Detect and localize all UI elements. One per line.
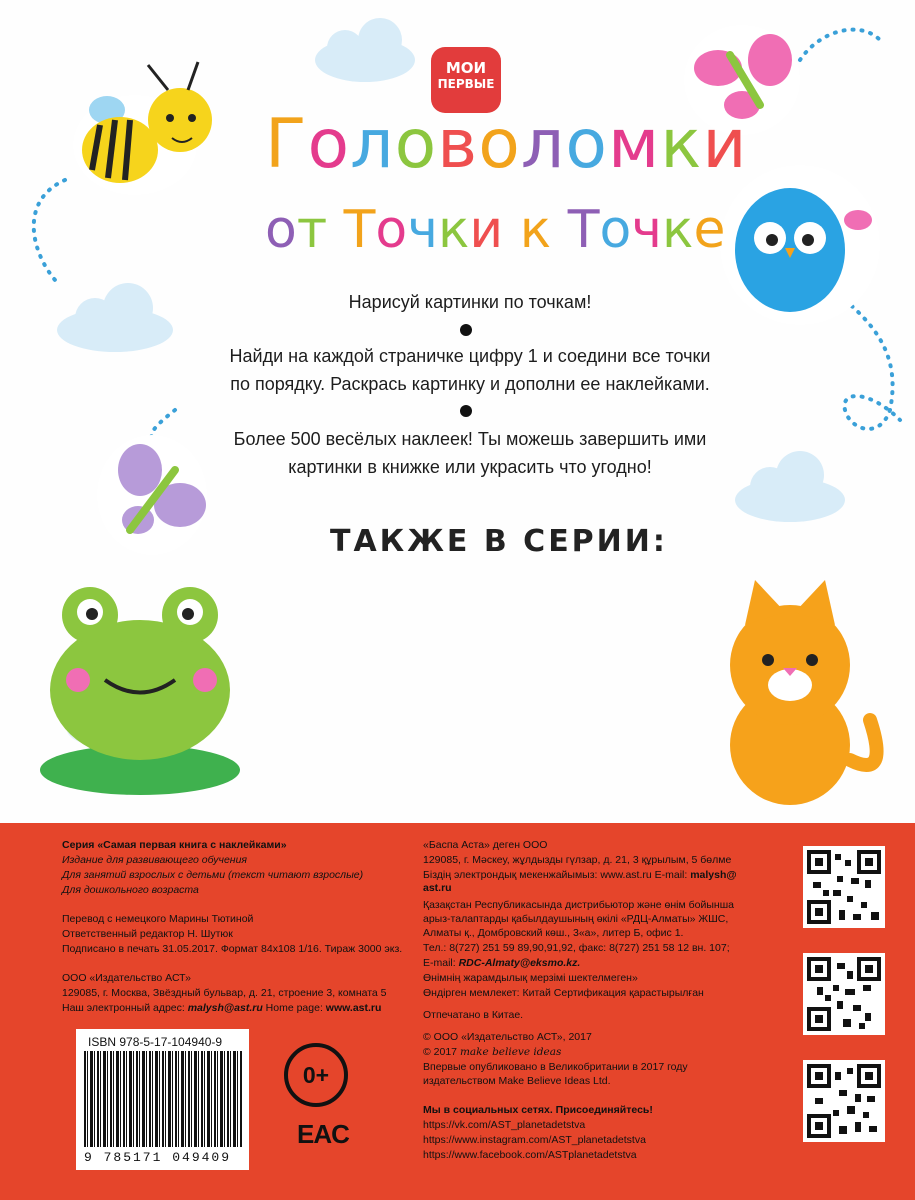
first-published: Впервые опубликовано в Великобритании в 2017 году <box>423 1061 688 1073</box>
intro-p3-l2: картинки в книжке или украсить что угодно! <box>288 457 652 477</box>
kz-line: 129085, г. Мәскеу, жұлдызды гүлзар, д. 21, 3 құрылым, 5 бөлме <box>423 854 732 866</box>
title-letter <box>327 195 344 265</box>
cloud-icon <box>57 283 173 352</box>
bee-icon <box>73 62 212 195</box>
cat-icon <box>730 580 877 805</box>
kz-line: Өнімнің жарамдылық мерзімі шектелмеген» <box>423 972 638 984</box>
qr-code-icon[interactable] <box>803 846 885 928</box>
title-letter: к <box>437 200 470 260</box>
contact-prefix: Наш электронный адрес: <box>62 1002 188 1014</box>
printed-in: Отпечатано в Китае. <box>423 1009 524 1021</box>
title-letter: о <box>307 105 351 184</box>
badge-line2: ПЕРВЫЕ <box>437 77 495 91</box>
imprint-line <box>62 883 199 898</box>
bullet-dot <box>460 324 472 336</box>
title-letter: ч <box>407 200 438 260</box>
title-line1 <box>265 105 748 185</box>
email-link[interactable]: malysh@ <box>690 869 737 881</box>
social-heading <box>423 1103 653 1118</box>
kz-text: E-mail: <box>423 957 459 969</box>
imprint-contacts <box>62 1001 381 1016</box>
series-name: «Самая первая книга с наклейками» <box>97 839 287 851</box>
imprint-text: Издание для развивающего обучения <box>62 854 248 866</box>
kz-line: Өндірген мемлекет: Китай Сертификация қарастырылған <box>423 987 704 999</box>
imprint-print-info: Подписано в печать 31.05.2017. Формат 84х108 1/16. Тираж 3000 экз. <box>62 943 403 955</box>
title-letter: ч <box>631 200 663 260</box>
kz-line <box>423 956 580 971</box>
title-letter: л <box>350 105 395 184</box>
title-letter <box>551 195 568 265</box>
title-letter: о <box>478 105 521 184</box>
isbn-label: ISBN 978-5-17-104940-9 <box>88 1035 223 1049</box>
bullet-dot <box>460 405 472 417</box>
first-published: издательством Make Believe Ideas Ltd. <box>423 1075 611 1087</box>
title-letter: Т <box>567 200 600 260</box>
imprint-line <box>62 868 363 883</box>
qr-code-icon[interactable] <box>803 953 885 1035</box>
butterfly-icon <box>97 435 207 555</box>
kz-line: Қазақстан Республикасында дистрибьютор және өнім бойынша <box>423 899 734 911</box>
intro-p2-l1: Найди на каждой страничке цифру 1 и соедини все точки <box>229 346 711 366</box>
title-letter: м <box>607 105 661 184</box>
intro-p1: Нарисуй картинки по точкам! <box>348 292 592 312</box>
imprint-translator: Перевод с немецкого Марины Тютиной <box>62 913 254 925</box>
kz-line: Алматы қ., Домбровский көш., 3«а», литер Б, офис 1. <box>423 927 684 939</box>
kz-line <box>423 868 737 883</box>
kz-line: Тел.: 8(727) 251 59 89,90,91,92, факс: 8(727) 251 58 12 вн. 107; <box>423 942 730 954</box>
title-letter: и <box>702 105 748 184</box>
imprint-editor: Ответственный редактор Н. Шутюк <box>62 928 233 940</box>
intro-p3-l1: Более 500 весёлых наклеек! Ты можешь завершить ими <box>233 429 707 449</box>
title-letter: о <box>265 200 297 260</box>
copyright-ast: © ООО «Издательство АСТ», 2017 <box>423 1031 592 1043</box>
title-letter: о <box>599 200 632 260</box>
qr-code-icon[interactable] <box>803 1060 885 1142</box>
cloud-icon <box>735 451 845 522</box>
kz-line: арыз-талаптарды қабылдаушының өкілі «РДЦ-Алматы» ЖШС, <box>423 913 729 925</box>
title-letter: Т <box>343 200 376 260</box>
kz-text: Біздің электрондық мекенжайымыз: www.ast.ru E-mail: <box>423 869 691 881</box>
instagram-link[interactable]: https://www.instagram.com/AST_planetadetstva <box>423 1134 646 1146</box>
website-link[interactable]: www.ast.ru <box>325 1002 382 1014</box>
title-letter: т <box>296 200 328 260</box>
email-link-cont[interactable]: ast.ru <box>423 882 452 894</box>
title-letter: о <box>565 105 608 184</box>
imprint-text: Для занятий взрослых с детьми (текст читают взрослые) <box>62 869 364 881</box>
series-prefix: Серия <box>62 839 98 851</box>
badge-line1: МОИ <box>445 59 487 77</box>
series-heading: ТАКЖЕ В СЕРИИ: <box>330 524 668 559</box>
copyright-prefix: © 2017 <box>423 1046 460 1058</box>
title-letter: е <box>693 200 726 260</box>
email-link[interactable]: RDC-Almaty@eksmo.kz. <box>458 957 581 969</box>
kz-line: «Баспа Аста» деген ООО <box>423 839 548 851</box>
title-letter: л <box>520 105 566 184</box>
kz-line <box>423 881 452 896</box>
title-letter: и <box>469 200 504 260</box>
cloud-icon <box>315 18 415 82</box>
imprint-publisher: ООО «Издательство АСТ» <box>62 972 191 984</box>
imprint-text: Для дошкольного возраста <box>62 884 199 896</box>
social-heading-text: Мы в социальных сетях. Присоединяйтесь! <box>423 1104 653 1116</box>
owl-icon <box>720 165 880 325</box>
imprint-series <box>62 838 287 853</box>
title-letter: о <box>394 105 438 184</box>
facebook-link[interactable]: https://www.facebook.com/ASTplanetadetstva <box>423 1149 637 1161</box>
barcode-icon <box>84 1051 242 1147</box>
title-letter: о <box>375 200 408 260</box>
title-letter: в <box>437 105 479 184</box>
vk-link[interactable]: https://vk.com/AST_planetadetstva <box>423 1119 586 1131</box>
mbi-logo: make believe ideas <box>459 1046 562 1058</box>
age-rating-badge: 0+ <box>284 1043 348 1107</box>
title-letter <box>503 195 520 265</box>
imprint-address: 129085, г. Москва, Звёздный бульвар, д. 21, строение 3, комната 5 <box>62 987 387 999</box>
intro-p2-l2: по порядку. Раскрась картинку и дополни ее наклейками. <box>230 374 710 394</box>
eac-mark-icon: EAC <box>297 1119 349 1149</box>
contact-mid: Home page: <box>262 1002 326 1014</box>
imprint-line <box>62 853 247 868</box>
frog-icon <box>40 587 240 795</box>
title-letter: Г <box>265 105 308 184</box>
title-letter: к <box>662 200 694 260</box>
title-letter: к <box>660 105 703 184</box>
email-link[interactable]: malysh@ast.ru <box>187 1002 263 1014</box>
copyright-mbi <box>423 1045 561 1060</box>
series-badge <box>431 47 501 113</box>
title-letter: к <box>519 200 552 260</box>
barcode-number: 9 785171 049409 <box>84 1150 232 1165</box>
title-line2 <box>265 195 726 265</box>
